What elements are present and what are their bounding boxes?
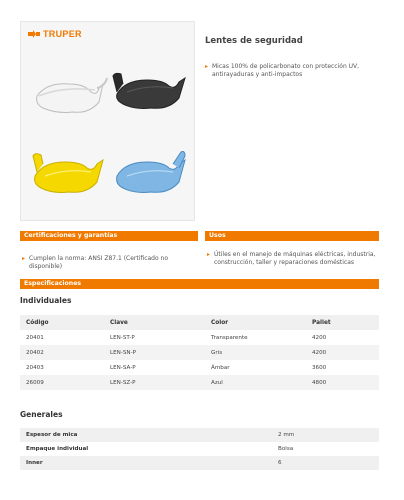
glasses-blue — [117, 152, 185, 193]
table-cell: 3600 — [312, 364, 327, 371]
individuales-heading: Individuales — [20, 296, 72, 305]
table-cell: 4200 — [306, 345, 379, 360]
spec-value: 6 — [272, 456, 379, 470]
feature-item: ▸ Micas 100% de policarbonato con protección UV, antirayaduras y anti-impactos — [205, 63, 385, 79]
column-header: Código — [20, 315, 104, 330]
table-row — [20, 442, 379, 456]
glasses-amber — [33, 154, 103, 193]
usos-item: ▸ Útiles en el manejo de máquinas eléctricas, industria, construcción, taller y reparaciones domésticas — [205, 251, 380, 267]
certificaciones-item: ▸ Cumplen la norma: ANSI Z87.1 (Certificado no disponible) — [20, 255, 195, 271]
safety-glasses-icon — [31, 70, 186, 210]
spec-label: Empaque individual — [26, 446, 89, 452]
table-cell: 4200 — [312, 334, 327, 341]
column-header: Color — [205, 315, 306, 330]
table-cell: 26009 — [20, 375, 104, 390]
spec-value: Bolsa — [278, 446, 294, 452]
table-cell: Transparente — [211, 334, 248, 341]
individuales-table — [20, 315, 379, 390]
table-cell: 20402 — [20, 345, 104, 360]
generales-table — [20, 428, 379, 470]
especificaciones-header: Especificaciones — [20, 279, 379, 289]
spec-label: Espesor de mica — [20, 428, 272, 442]
table-cell: Azul — [205, 375, 306, 390]
table-cell: 4800 — [306, 375, 379, 390]
spec-value: 2 mm — [272, 428, 379, 442]
table-row — [20, 360, 379, 375]
brand-name: TRUPER — [43, 29, 82, 39]
certificaciones-header: Certificaciones y garantías — [20, 231, 198, 241]
table-row — [20, 456, 379, 470]
feature-list — [205, 63, 385, 79]
glasses-gray — [113, 73, 185, 108]
product-image-panel — [20, 21, 195, 221]
glasses-clear — [37, 78, 107, 113]
table-cell: Gris — [205, 345, 306, 360]
usos-list — [205, 251, 380, 267]
table-cell: LEN-SZ-P — [104, 375, 205, 390]
usos-header: Usos — [205, 231, 379, 241]
table-cell: 20401 — [26, 334, 44, 341]
spec-label: Inner — [20, 456, 272, 470]
table-cell: LEN-SA-P — [110, 364, 136, 371]
generales-heading: Generales — [20, 410, 63, 419]
table-cell: LEN-SN-P — [104, 345, 205, 360]
table-cell: Ámbar — [211, 364, 230, 371]
table-row — [20, 428, 379, 442]
column-header: Clave — [104, 315, 205, 330]
table-row — [20, 375, 379, 390]
table-row — [20, 345, 379, 360]
truper-mark-icon — [27, 29, 41, 39]
table-cell: LEN-ST-P — [110, 334, 135, 341]
column-header: Pallet — [306, 315, 379, 330]
certificaciones-list — [20, 255, 195, 271]
truper-logo — [27, 29, 82, 39]
product-title: Lentes de seguridad — [205, 36, 303, 46]
table-cell: 20403 — [26, 364, 44, 371]
table-row — [20, 330, 379, 345]
table-header-row — [20, 315, 379, 330]
